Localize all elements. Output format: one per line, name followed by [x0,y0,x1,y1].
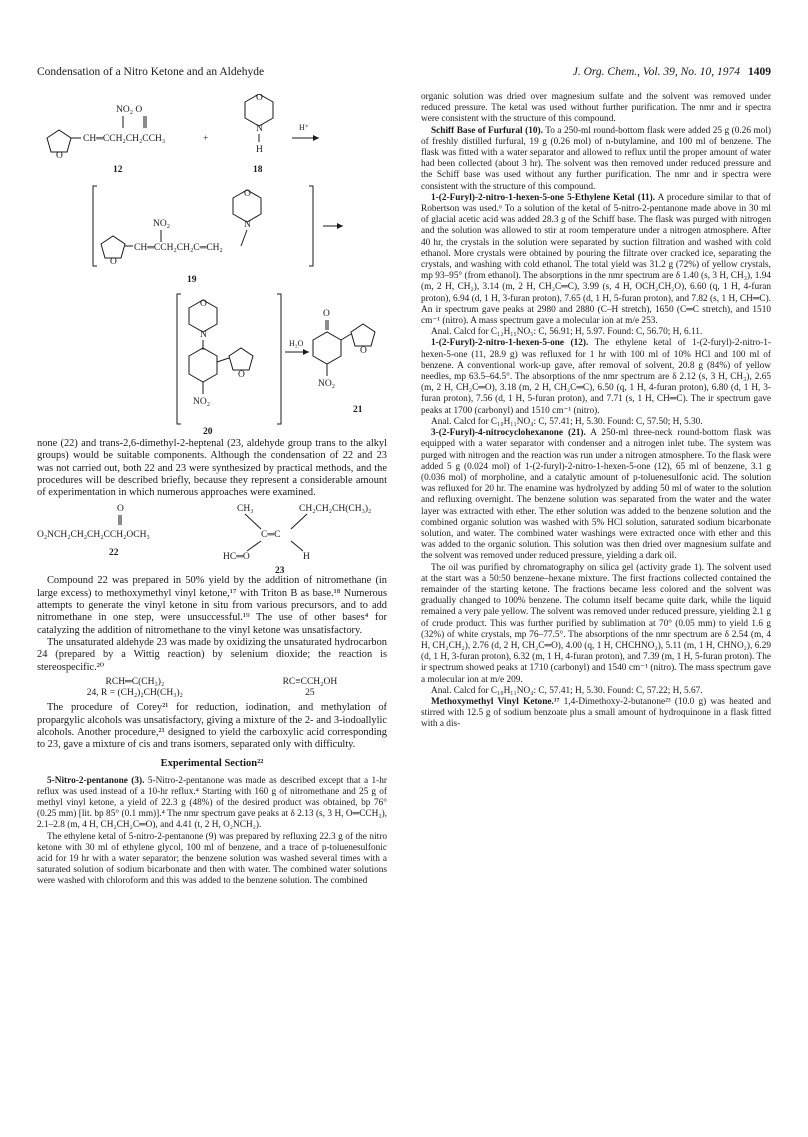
analysis-line: Anal. Calcd for C₁₂H₁₅NO₅: C, 56.91; H, 5.97. Found: C, 56.70; H, 6.11. [431,327,703,338]
page-header [37,66,771,82]
paragraph-body: 5-Nitro-2-pentanone was made as described except that a 1-hr reflux was used instead of a 10-hr reflux.⁴ Starting with 160 g of nitromethane and 25 g of methyl vinyl ketone, a yield of 22.3 g (48%) of the desired product was obtained, bp 76° (0.25 mm) [lit. bp 85° (0.1 mm)].⁴ The nmr spectrum gave peaks at δ 2.13 (s, 3 H, O═CCH₃), 2.1–2.8 (m, 4 H, CH₂CH₂C═O), and 4.41 (t, 2 H, O₂NCH₂). [37,775,387,831]
formula-25: RC≡CCH₂OH [282,676,338,687]
experimental-paragraph: The oil was purified by chromatography on silica gel (activity grade 1). The solvent used at the start was a 50:50 benzene–hexane mixture. The first fractions collected contained the remainder of the starting ketone. The fractions became less colored and the solvent was gradually changed to 100% benzene. The column itself became quite dark, while the liquid remained a very pale yellow. The solvent was removed under reduced pressure, yielding 2.1 g of crude product. This was further purified by sublimation at 70° (0.05 mm) to yield 1.6 g (32%) of white crystals, mp 76–77.5°. The absorptions of the nmr spectrum are δ 2.54 (m, 4 H, CH₂CH₂), 2.76 (d, 2 H, CH₂C═O), 4.00 (q, 1 H, CHCHNO₂), 5.11 (m, 1 H, CHNO₂), 6.29 (d, 1 H, 3-furan proton), 6.32 (m, 1 H, 4-furan proton), and 7.39 (m, 1 H, 5-furan proton). The ir spectrum showed peaks at 1710 (carbonyl) and 1540 cm⁻¹ (nitro). The mass spectrum gave a molecular ion at m/e 209. [421,562,771,685]
experimental-paragraph [421,338,771,416]
journal-name: J. Org. Chem., Vol. 39, No. 10, 1974 [572,66,740,78]
equation-24-25 [37,677,387,699]
paragraph: Compound 22 was prepared in 50% yield by the addition of nitromethane (in large excess) to methoxymethyl vinyl ketone,¹⁷ with Triton B as base.¹⁸ Numerous attempts to generate the vinyl ketone in situ from various precursors, and to add nitromethane in one step, were unsuccessful.¹⁹ The use of other bases⁴ for catalyzing the addition of nitromethane to the vinyl ketone was unsatisfactory. [37,575,387,636]
morpholine-h-label: H [256,145,263,155]
c20-morph-n: N [200,330,207,340]
paragraph: none (22) and trans-2,6-dimethyl-2-heptenal (23, aldehyde group trans to the alkyl groups) would be suitable components. Although the condensation of 22 and 23 was not carried out, both 22 and 23 were synthesized by practical methods, and the procedures will be described briefly, because they represent a considerable amount of experimentation in which numerous approaches were examined. [37,438,387,499]
compound-22: O₂NCH₂CH₂CH₂CCH₂OCH₃ [37,530,150,541]
c19-chain: CH═CCH₂CH₂C═CH₂ [134,243,223,253]
c23-methyl: CH₃ [237,504,254,515]
c23-isoamyl: CH₂CH₂CH(CH₃)₂ [299,504,372,515]
label-19: 19 [187,275,197,285]
experimental-paragraph [421,126,771,193]
label-20: 20 [203,427,213,437]
paragraph-body: 1,4-Dimethoxy-2-butanone²³ (10.0 g) was heated and stirred with 12.5 g of sodium benzoate plus a small amount of hydroquinone in a flask fitted with a dis- [421,696,771,730]
water-label: H₂O [289,339,304,348]
paragraph-heading: 3-(2-Furyl)-4-nitrocyclohexanone (21). [431,428,586,439]
label-23: 23 [275,566,285,576]
compound-18-morpholine [245,94,273,175]
right-column [421,92,771,731]
c23-double-bond: C═C [261,530,281,541]
experimental-paragraph [421,697,771,731]
label-18: 18 [253,165,263,175]
c21-ketone-o: O [323,309,330,319]
experimental-paragraph [421,193,771,327]
c19-morph-o: O [244,189,251,199]
acid-catalyst-label: H⁺ [299,123,309,132]
c12-substituents: NO₂ O [116,105,143,115]
paragraph-heading: Methoxymethyl Vinyl Ketone.¹⁷ [431,696,560,707]
morpholine-n-label: N [256,124,263,134]
structures-22-23 [37,499,387,575]
c22-carbonyl-o: O [117,504,124,515]
c21-furan-o: O [360,346,367,356]
compound-12 [47,105,165,175]
paragraph: The procedure of Corey²¹ for reduction, iodination, and methylation of propargylic alcohols was unsatisfactory, giving a mixture of the 2- and 3-iodoallylic alcohols. Another procedure,²¹ designed to yield the carboxylic acid corresponding to 23, gave a mixture of cis and trans isomers, separated only with difficulty. [37,702,387,751]
running-title: Condensation of a Nitro Ketone and an Aldehyde [37,66,265,78]
c19-furan-o: O [110,257,117,267]
compound-24 [87,677,183,699]
paragraph-body: To a 250-ml round-bottom flask were added 25 g (0.26 mol) of freshly distilled furfural, 19 g (0.26 mol) of n-butylamine, and 100 ml of benzene. The flask was fitted with a water separator and allowed to reflux until the proper amount of water had been collected (about 3 hr). The solvent was then removed under reduced pressure and the Schiff base was used without any further purification. The nmr and ir spectra were consistent with the structure of this compound. [421,125,772,192]
experimental-paragraph: The ethylene ketal of 5-nitro-2-pentanone (9) was prepared by refluxing 22.3 g of the nitro ketone with 30 ml of ethylene glycol, 100 ml of benzene, and a trace of p-toluenesulfonic acid for 19 hr with a water separator; the benzene solution was washed several times with a saturated solution of sodium bicarbonate and then with water. The combined water solutions were washed with chloroform and this was added to the benzene solution. The combined [37,831,387,887]
c20-furan-o: O [238,370,245,380]
compound-19 [93,186,313,285]
c21-nitro: NO₂ [318,379,336,389]
c23-aldehyde: HC═O [223,552,250,563]
c20-nitro: NO₂ [193,397,211,407]
label-22: 22 [109,548,119,559]
paragraph-heading: 1-(2-Furyl)-2-nitro-1-hexen-5-one (12). [431,338,589,349]
paragraph: The unsaturated aldehyde 23 was made by oxidizing the unsaturated hydrocarbon 24 (prepared by a Wittig reaction) by selenium dioxide; the reaction is stereospecific.²⁰ [37,636,387,673]
c19-morph-n: N [244,220,251,230]
formula-24: RCH═C(CH₃)₂ [105,676,165,687]
analysis-line: Anal. Calcd for C₁₀H₁₁NO₄: C, 57.41; H, 5.30. Found: C, 57.50; H, 5.30. [431,416,703,427]
label-21: 21 [353,405,363,415]
left-column [37,94,387,888]
c19-nitro: NO₂ [153,219,171,229]
analysis-line: Anal. Calcd for C₁₀H₁₁NO₄: C, 57.41; H, 5.30. Found: C, 57.22; H, 5.67. [431,685,703,696]
page-number: 1409 [748,66,771,78]
paragraph-heading: 1-(2-Furyl)-2-nitro-1-hexen-5-one 5-Ethylene Ketal (11). [431,192,656,203]
journal-citation [573,66,771,78]
compound-21 [313,309,375,415]
plus-sign: + [203,134,209,144]
paragraph-heading: 5-Nitro-2-pentanone (3). [47,775,145,786]
paragraph-heading: Schiff Base of Furfural (10). [431,125,543,136]
paragraph-body: The ethylene ketal of 1-(2-furyl)-2-nitro-1-hexen-5-one (11, 28.9 g) was refluxed for 1 hr with 100 ml of 10% HCl and 100 ml of benzene. A conventional work-up gave, after removal of solvent, 20.8 g (84%) of yellow needles, mp 63.5–64.5°. The absorptions of the nmr spectrum are δ 2.12 (s, 3 H, CH₃), 2.65 (m, 2 H, CH₂C═O), 3.18 (m, 2 H, CH₂C═C), 6.50 (q, 1 H, 4-furan proton), 6.80 (d, 1 H, 3-furan proton), 7.56 (d, 1 H, 5-furan proton), and 7.71 (s, 1 H, CH═C). The ir spectrum gave peaks at 1700 (carbonyl) and 1510 cm⁻¹ (nitro). [421,338,772,416]
paragraph-body: A 250-ml three-neck round-bottom flask was equipped with a water separator with condenser and a nitrogen inlet tube. The system was purged with nitrogen and the reaction was run under a nitrogen atmosphere. To the flask were added 5 g (0.024 mol) of 1-(2-furyl)-2-nitro-1-hexen-5-one (12), 65 ml of benzene, 3.1 g (0.036 mol) of morpholine, and a catalytic amount of p-toluenesulfonic acid. The solution was refluxed for 20 hr. The enamine was hydrolyzed by adding 50 ml of water to the solution and refluxing overnight. The benzene solution was separated from the water and the water layer was extracted with ether. The ether solution was added to the benzene solution and the combined organic solution was washed with 5% HCl solution, saturated sodium bicarbonate solution, and water. The combined water washings were extracted once with ether and this was added to the organic solution. This solution was then dried over magnesium sulfate and the solvent was removed under reduced pressure, yielding a dark oil. [421,428,772,562]
c12-chain: CH═CCH₂CH₂CCH₃ [83,134,166,144]
compound-25 [283,677,338,699]
label-24: 24, R = (CH₂)₂CH(CH₃)₂ [86,688,183,699]
compound-20 [177,294,281,437]
experimental-paragraph: organic solution was dried over magnesium sulfate and the solvent was removed under reduced pressure. The ketal was used without further purification. The nmr and ir spectra were consistent with the structure of this compound. [421,92,771,125]
experimental-paragraph [37,776,387,832]
furan-o-label: O [56,151,63,161]
label-12: 12 [113,165,123,175]
paragraph-body: A procedure similar to that of Robertson was used.⁶ To a solution of the ketal of 5-nitro-2-pentanone made above in 30 ml of glacial acetic acid was added 28.3 g of the Schiff base. The flask was purged with nitrogen and the solution was allowed to stir at room temperature under a nitrogen atmosphere. After 40 hr, the crystals in the solution were separated by suction filtration and washed with cold ethanol. More crystals were obtained by pouring the filtrate over cracked ice, separating the crystals, and washing with cold ethanol. The total yield was 31.2 g (72%) of yellow crystals, mp 93–95° (from ethanol). The absorptions in the nmr spectrum are δ 1.40 (s, 3 H, CH₃), 1.94 (m, 2 H, CH₂), 3.14 (m, 2 H, CH₂C═C), 3.99 (s, 4 H, OCH₂CH₂O), 6.60 (q, 1 H, 4-furan proton), 6.94 (d, 1 H, 3-furan proton), 7.65 (d, 1 H, 5-furan proton), and 7.82 (s, 1 H, CH═C). An ir spectrum gave peaks at 2980 and 2880 (C–H stretch), 1650 (C═C stretch), and 1510 cm⁻¹ (nitro). A mass spectrum gave a molecular ion at m/e 253. [421,192,771,327]
reaction-scheme [37,94,387,438]
experimental-paragraph [421,428,771,562]
morpholine-o-label: O [256,94,263,103]
label-25: 25 [305,688,315,699]
c20-morph-o: O [200,299,207,309]
section-heading: Experimental Section²² [160,758,264,770]
c23-h: H [303,552,310,563]
